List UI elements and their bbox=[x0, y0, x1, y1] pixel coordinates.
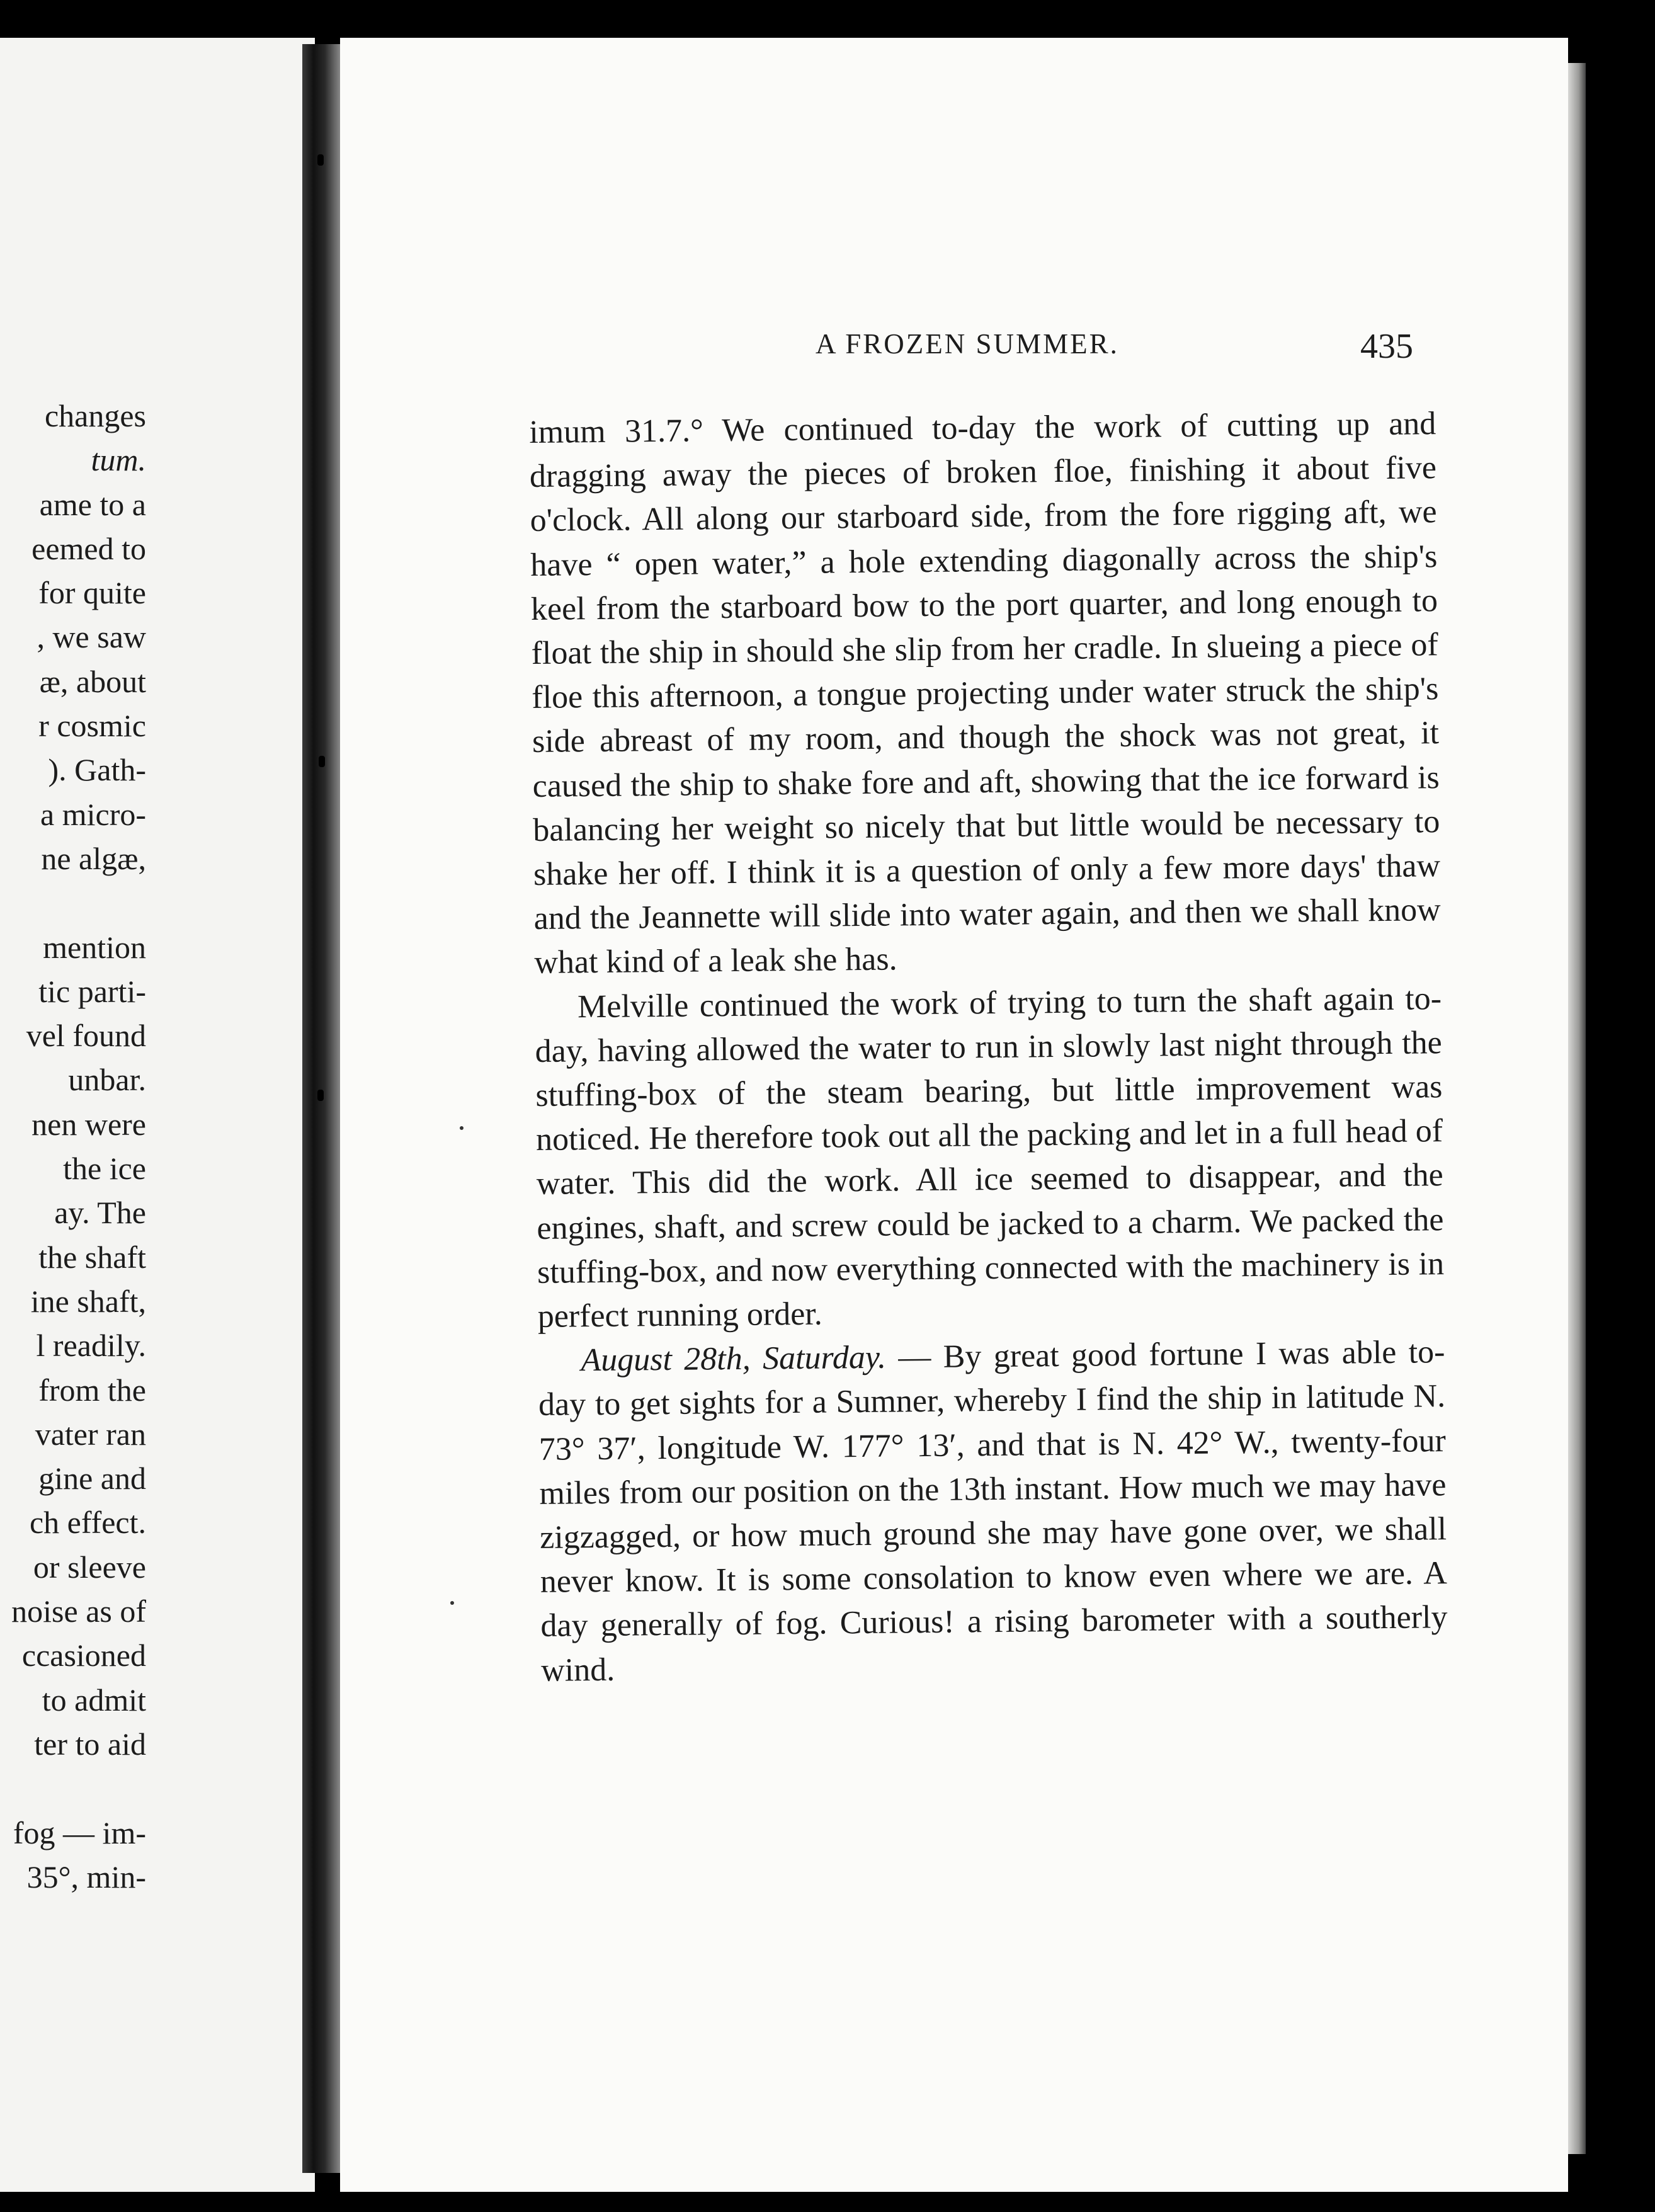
paragraph-3-text: — By great good fortune I was able to-day to get sights for a Sumner, whereby I find the ship in latitude N. 73° 37′, longitude W. 177° 13′, and that is N. 42° W., twenty-four miles from our position on the 13th instant. How much we may have zigzagged, or how much ground she may have gone over, we shall never know. It is some consolation to know even where we are. A day generally of fog. Curious! a rising barometer with a southerly wind. bbox=[538, 1334, 1448, 1689]
left-page-line bbox=[11, 1766, 146, 1810]
left-page-line: mention bbox=[43, 929, 146, 965]
right-page bbox=[340, 38, 1568, 2192]
left-page-line: unbar. bbox=[68, 1062, 146, 1098]
left-page-text-fragments bbox=[11, 394, 146, 1899]
left-page-line: ine shaft, bbox=[30, 1283, 146, 1319]
left-page-line: or sleeve bbox=[33, 1549, 146, 1585]
left-page-line: eemed to bbox=[31, 530, 146, 566]
left-page-line: for quite bbox=[38, 575, 146, 611]
gutter-mark bbox=[317, 1090, 324, 1101]
gutter-mark bbox=[317, 154, 324, 166]
gutter-mark bbox=[319, 756, 325, 767]
left-page-line: r cosmic bbox=[38, 708, 146, 744]
left-page-line: æ, about bbox=[39, 663, 146, 699]
left-page-line: ne algæ, bbox=[41, 840, 146, 876]
paragraph-1: imum 31.7.° We continued to-day the work of cutting up and dragging away the pieces of broken floe, finishing it about five o'clock. All along our starboard side, from the fore rigging aft, we have “ open water,” a hole extending diagonally across the ship's keel from the starboard bow to the port quarter, and long enough to float the ship in should she slip from her cradle. In slueing a piece of floe this afternoon, a tongue projecting under water struck the ship's side abreast of my room, and though the shock was not great, it caused the ship to shake fore and aft, showing that the ice forward is balancing her weight so nicely that but little would be necessary to shake her off. I think it is a question of only a few more days' thaw and the Jeannette will slide into water again, and then we shall know what kind of a leak she has. bbox=[529, 406, 1441, 981]
page-number: 435 bbox=[1360, 327, 1413, 366]
left-page-line bbox=[11, 881, 146, 925]
paragraph-3 bbox=[538, 1330, 1448, 1692]
left-page-line: vel found bbox=[26, 1018, 146, 1054]
left-page-line: ch effect. bbox=[29, 1505, 146, 1541]
left-page-line: l readily. bbox=[36, 1328, 146, 1364]
left-page-line: noise as of bbox=[11, 1593, 146, 1629]
left-page-line: from the bbox=[38, 1372, 146, 1408]
running-head: A FROZEN SUMMER. bbox=[816, 328, 1119, 360]
left-page-line: , we saw bbox=[37, 619, 146, 655]
left-page-line: ter to aid bbox=[34, 1726, 146, 1762]
paragraph-2: Melville continued the work of trying to turn the shaft again to-day, having allowed the water to run in slowly last night through the stuffing-box of the steam bearing, but little improvement was noticed. He therefore took out all the packing and let in a full head of water. This did the work. All ice seemed to disappear, and the engines, shaft, and screw could be jacked to a charm. We packed the stuffing-box, and now everything connected with the machinery is in perfect running order. bbox=[535, 980, 1445, 1335]
left-page-line: vater ran bbox=[35, 1416, 146, 1452]
left-page-line: fog — im- bbox=[13, 1815, 146, 1850]
diary-date-heading: August 28th, Saturday. bbox=[581, 1339, 887, 1379]
left-page-line: the ice bbox=[63, 1151, 146, 1187]
left-page-line: nen were bbox=[31, 1106, 146, 1142]
left-page-line: to admit bbox=[42, 1682, 146, 1718]
left-page-line: tum. bbox=[91, 442, 146, 478]
left-page-line: ay. The bbox=[54, 1195, 146, 1231]
margin-speck bbox=[460, 1126, 464, 1130]
page-edge bbox=[1568, 63, 1586, 2154]
margin-speck bbox=[450, 1601, 454, 1605]
page-body bbox=[529, 402, 1448, 1693]
left-page-line: tic parti- bbox=[38, 973, 146, 1009]
left-page-line: 35°, min- bbox=[26, 1859, 146, 1895]
left-page-line: changes bbox=[44, 398, 146, 433]
left-page-line: a micro- bbox=[40, 796, 146, 832]
book-gutter bbox=[302, 44, 340, 2173]
left-facing-page bbox=[0, 38, 315, 2192]
left-page-line: ccasioned bbox=[21, 1638, 146, 1673]
left-page-line: gine and bbox=[38, 1461, 146, 1497]
left-page-line: the shaft bbox=[38, 1239, 146, 1275]
left-page-line: ame to a bbox=[39, 486, 146, 522]
left-page-line: ). Gath- bbox=[48, 752, 146, 788]
